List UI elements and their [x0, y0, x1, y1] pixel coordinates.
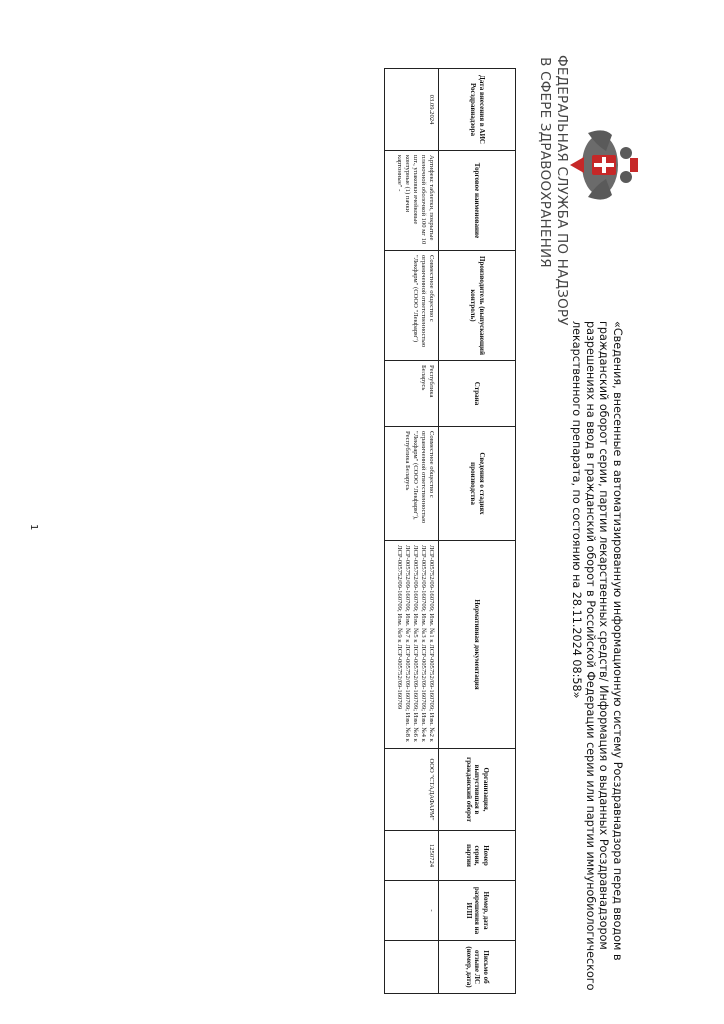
column-header: Организация, выпустившая в гражданский оборот — [439, 749, 516, 831]
emblem-icon — [566, 125, 640, 205]
column-header: Номер, дата разрешения на ИЛП — [439, 881, 516, 941]
cell-permit: - — [385, 881, 439, 941]
page-number: 1 — [28, 524, 39, 531]
column-header: Сведения о стадиях производства — [439, 427, 516, 541]
column-header: Дата внесения в АИС Росздравнадзора — [439, 69, 516, 151]
cell-country: Республика Беларусь — [385, 361, 439, 427]
cell-normative-docs: ЛСР-005752/09-160709; Изм. №1 к ЛСР-005752/09-160709; Изм. №2 к ЛСР-005752/09-160709; Изм. №3 к ЛСР-005752/09-160709; Изм. №4 к ЛСР-005752/09-160709; Изм. №5 к ЛСР-005752/09-160709; Изм. №6 к ЛСР-005752/09-160709; Изм. №7 к ЛСР-005752/09-160709; Изм. №8 к ЛСР-005752/09-160709; Изм. №9 к ЛСР-005752/09-160709 — [385, 541, 439, 749]
agency-line-2: В СФЕРЕ ЗДРАВООХРАНЕНИЯ — [537, 57, 553, 268]
table-row — [385, 69, 439, 994]
cell-recall — [385, 941, 439, 994]
cell-date: 03.09.2024 — [385, 69, 439, 151]
column-header: Производитель (выпускающий контроль) — [439, 251, 516, 361]
agency-name — [536, 55, 570, 326]
table-header-row — [439, 69, 516, 994]
document-title: «Сведения, внесенные в автоматизированную информационную систему Росздравнадзора перед вводом в гражданский оборот серии, партии лекарственных средств/ Информация о выданных Росздравнадзором разрешениях на ввод в гражданский оборот в Российской Федерации серии или партии иммунобиологического лекарственного препарата, по состоянию на 28.11.2024 08:58» — [570, 321, 624, 991]
data-table — [384, 68, 516, 994]
column-header: Письмо об отзыве ЛС (номер, дата) — [439, 941, 516, 994]
cell-production-stages: Совместное общество с ограниченной ответственностью "Лекфарм" (СООО "Лекфарм"), Республика Беларусь — [385, 427, 439, 541]
cell-organization: ООО "СТАДАФАРМ" — [385, 749, 439, 831]
column-header: Торговое наименование — [439, 151, 516, 251]
cell-manufacturer: Совместное общество с ограниченной ответственностью "Лекфарм" (СООО "Лекфарм") — [385, 251, 439, 361]
column-header: Номер серии, партии — [439, 831, 516, 881]
cell-series: 1250724 — [385, 831, 439, 881]
agency-line-1: ФЕДЕРАЛЬНАЯ СЛУЖБА ПО НАДЗОРУ — [554, 55, 570, 326]
column-header: Страна — [439, 361, 516, 427]
column-header: Нормативная документация — [439, 541, 516, 749]
cell-trade-name: Артифекс таблетки, покрытые пленочной оболочкой 100 мг 10 шт., упаковки ячейковые контурные (1) пачки картонные" - — [385, 151, 439, 251]
